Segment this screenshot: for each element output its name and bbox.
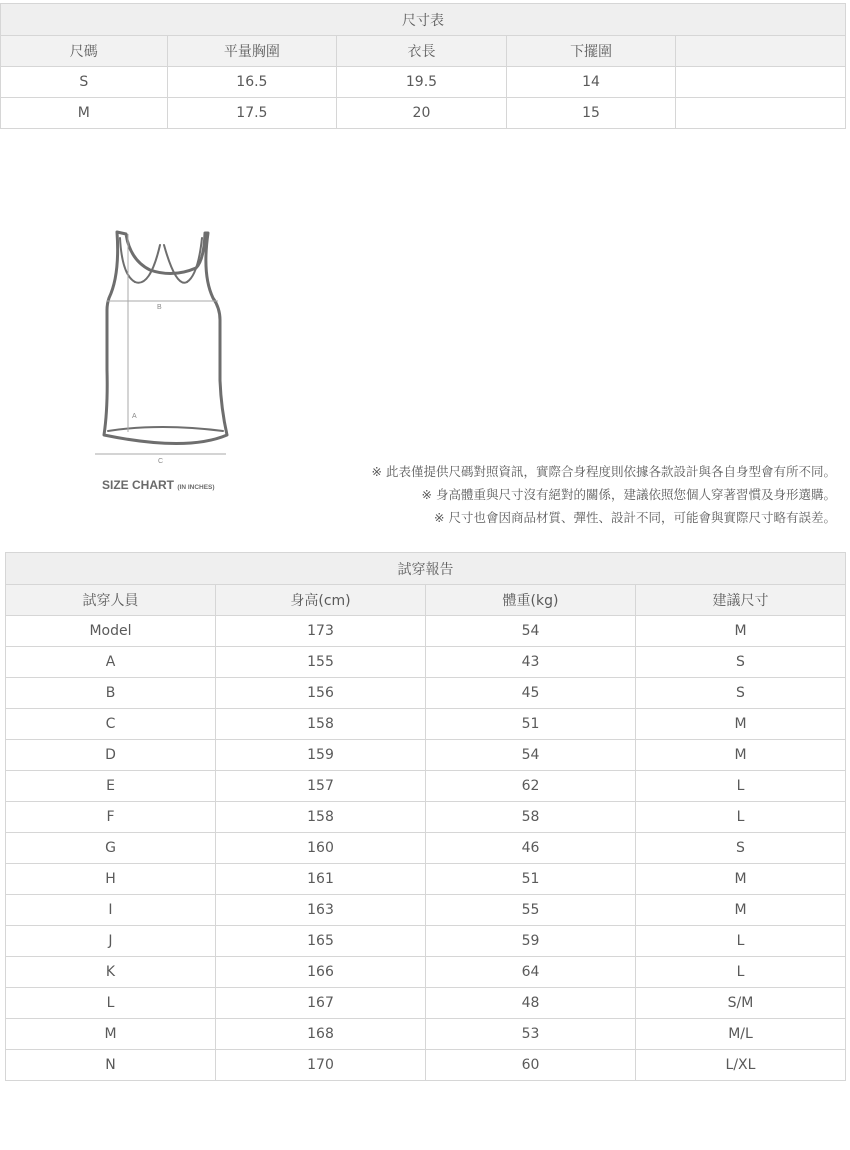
table-cell: S xyxy=(1,67,168,98)
fit-report-body xyxy=(6,616,846,1081)
table-cell: F xyxy=(6,802,216,833)
table-cell: 16.5 xyxy=(167,67,337,98)
size-chart-title: SIZE CHART xyxy=(102,478,174,492)
table-cell: B xyxy=(6,678,216,709)
header-cell: 衣長 xyxy=(337,36,507,67)
garment-outline xyxy=(104,232,227,444)
table-cell: 163 xyxy=(216,895,426,926)
table-cell: N xyxy=(6,1050,216,1081)
size-notes xyxy=(372,460,836,529)
fit-report-title: 試穿報告 xyxy=(6,553,846,585)
table-cell: L xyxy=(6,988,216,1019)
header-cell: 試穿人員 xyxy=(6,585,216,616)
table-row xyxy=(6,864,846,895)
table-cell: D xyxy=(6,740,216,771)
size-table-title: 尺寸表 xyxy=(1,4,846,36)
table-cell: M xyxy=(1,98,168,129)
table-cell: L xyxy=(636,771,846,802)
table-row xyxy=(6,802,846,833)
table-row xyxy=(6,678,846,709)
table-cell: Model xyxy=(6,616,216,647)
table-cell: 51 xyxy=(426,864,636,895)
note-line: ※ 此表僅提供尺碼對照資訊，實際合身程度則依據各款設計與各自身型會有所不同。 xyxy=(371,464,836,479)
header-cell xyxy=(676,36,846,67)
table-row xyxy=(6,616,846,647)
table-cell xyxy=(676,98,846,129)
table-cell: 58 xyxy=(426,802,636,833)
table-cell: K xyxy=(6,957,216,988)
table-row xyxy=(6,740,846,771)
table-cell: 155 xyxy=(216,647,426,678)
table-cell: 168 xyxy=(216,1019,426,1050)
table-cell: J xyxy=(6,926,216,957)
table-cell: G xyxy=(6,833,216,864)
table-cell: M xyxy=(636,616,846,647)
table-cell: S xyxy=(636,647,846,678)
table-cell: 20 xyxy=(337,98,507,129)
size-table-header-row xyxy=(1,36,846,67)
table-cell: 62 xyxy=(426,771,636,802)
header-cell: 尺碼 xyxy=(1,36,168,67)
table-cell: 64 xyxy=(426,957,636,988)
hem-line xyxy=(108,427,223,431)
table-cell: 156 xyxy=(216,678,426,709)
table-cell: L xyxy=(636,926,846,957)
table-cell: 43 xyxy=(426,647,636,678)
table-cell: M xyxy=(636,864,846,895)
table-cell: M xyxy=(636,895,846,926)
table-cell: H xyxy=(6,864,216,895)
table-cell: M xyxy=(636,709,846,740)
header-cell: 平量胸圍 xyxy=(167,36,337,67)
note-line: ※ 尺寸也會因商品材質、彈性、設計不同，可能會與實際尺寸略有誤差。 xyxy=(434,510,836,525)
tank-top-diagram xyxy=(90,220,240,500)
table-cell: 159 xyxy=(216,740,426,771)
table-cell: 166 xyxy=(216,957,426,988)
table-cell: S/M xyxy=(636,988,846,1019)
table-cell: M xyxy=(6,1019,216,1050)
table-cell: 54 xyxy=(426,616,636,647)
table-cell: 157 xyxy=(216,771,426,802)
table-cell: 173 xyxy=(216,616,426,647)
table-cell: 167 xyxy=(216,988,426,1019)
header-cell: 身高(cm) xyxy=(216,585,426,616)
table-cell: 60 xyxy=(426,1050,636,1081)
table-cell: L xyxy=(636,957,846,988)
table-row xyxy=(6,1019,846,1050)
table-cell: 48 xyxy=(426,988,636,1019)
table-cell: 165 xyxy=(216,926,426,957)
fit-report-header-row xyxy=(6,585,846,616)
table-row xyxy=(6,833,846,864)
table-cell: M/L xyxy=(636,1019,846,1050)
table-cell: 14 xyxy=(506,67,676,98)
table-row xyxy=(6,771,846,802)
table-cell: 51 xyxy=(426,709,636,740)
table-cell: 46 xyxy=(426,833,636,864)
table-cell: 54 xyxy=(426,740,636,771)
table-row xyxy=(6,895,846,926)
table-cell: 15 xyxy=(506,98,676,129)
table-cell: S xyxy=(636,678,846,709)
fit-report-table xyxy=(5,552,846,1081)
size-table xyxy=(0,3,846,129)
table-cell: 53 xyxy=(426,1019,636,1050)
header-cell: 建議尺寸 xyxy=(636,585,846,616)
table-cell: E xyxy=(6,771,216,802)
table-row xyxy=(1,67,846,98)
table-cell: C xyxy=(6,709,216,740)
table-row xyxy=(6,1050,846,1081)
note-line: ※ 身高體重與尺寸沒有絕對的關係，建議依照您個人穿著習慣及身形選購。 xyxy=(421,487,836,502)
table-row xyxy=(6,957,846,988)
table-cell: 160 xyxy=(216,833,426,864)
table-cell: S xyxy=(636,833,846,864)
size-chart-caption xyxy=(102,478,215,492)
label-a: A xyxy=(132,413,137,420)
label-b: B xyxy=(157,304,162,311)
header-cell: 體重(kg) xyxy=(426,585,636,616)
table-cell: L xyxy=(636,802,846,833)
table-cell xyxy=(676,67,846,98)
header-cell: 下擺圍 xyxy=(506,36,676,67)
table-cell: 19.5 xyxy=(337,67,507,98)
table-cell: I xyxy=(6,895,216,926)
table-cell: L/XL xyxy=(636,1050,846,1081)
table-cell: 59 xyxy=(426,926,636,957)
table-row xyxy=(6,926,846,957)
table-cell: 170 xyxy=(216,1050,426,1081)
table-cell: 17.5 xyxy=(167,98,337,129)
table-cell: 55 xyxy=(426,895,636,926)
table-row xyxy=(6,709,846,740)
table-cell: 161 xyxy=(216,864,426,895)
table-cell: M xyxy=(636,740,846,771)
table-row xyxy=(6,988,846,1019)
table-row xyxy=(1,98,846,129)
table-cell: 158 xyxy=(216,802,426,833)
label-c: C xyxy=(158,458,164,465)
size-chart-unit: (IN INCHES) xyxy=(177,484,215,491)
table-cell: A xyxy=(6,647,216,678)
table-row xyxy=(6,647,846,678)
racerback-strap xyxy=(164,245,187,283)
table-cell: 158 xyxy=(216,709,426,740)
table-cell: 45 xyxy=(426,678,636,709)
